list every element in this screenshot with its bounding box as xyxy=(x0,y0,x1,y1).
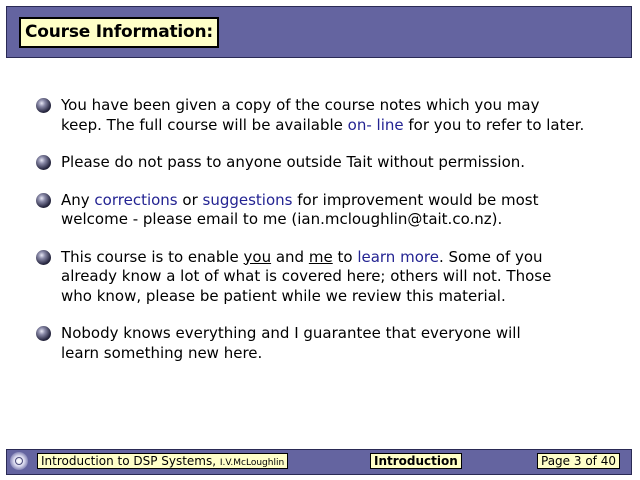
bullet-line xyxy=(61,324,621,344)
course-title-text: Introduction to DSP Systems, xyxy=(41,454,220,468)
bullet-sphere-icon xyxy=(36,155,51,170)
bullet-line xyxy=(61,210,621,230)
text-segment: learn something new here. xyxy=(61,343,263,362)
text-segment: and xyxy=(271,247,309,266)
underlined-text: you xyxy=(243,247,272,266)
bullet-line xyxy=(61,96,621,116)
text-segment: Any xyxy=(61,190,95,209)
bullet-sphere-icon xyxy=(36,326,51,341)
bullet-line xyxy=(61,344,621,364)
title-banner xyxy=(6,6,632,58)
bullet-line xyxy=(61,153,621,173)
hyperlink-text: learn more xyxy=(357,247,439,266)
footer-course-title xyxy=(37,453,288,469)
footer-section-label: Introduction xyxy=(370,453,462,469)
bullet-item xyxy=(36,96,621,135)
hyperlink-text: suggestions xyxy=(202,190,293,209)
bullet-list xyxy=(36,96,621,381)
bullet-sphere-icon xyxy=(36,250,51,265)
text-segment: This course is to enable xyxy=(61,247,244,266)
underlined-text: me xyxy=(308,247,333,266)
text-segment: Nobody knows everything and I guarantee that everyone will xyxy=(61,324,521,342)
text-segment: welcome - please email to me (ian.mcloughlin@tait.co.nz). xyxy=(61,210,503,228)
footer-page-number: Page 3 of 40 xyxy=(537,453,620,469)
text-segment: keep. The full course will be available xyxy=(61,115,348,134)
text-segment: . Some of you xyxy=(438,247,543,266)
bullet-line xyxy=(61,287,621,307)
bullet-line xyxy=(61,116,621,136)
text-segment: to xyxy=(332,247,358,266)
bullet-item xyxy=(36,324,621,363)
bullet-item xyxy=(36,191,621,230)
text-segment: who know, please be patient while we review this material. xyxy=(61,286,506,305)
tait-logo-icon xyxy=(10,452,28,470)
bullet-sphere-icon xyxy=(36,98,51,113)
text-segment: for you to refer to later. xyxy=(403,115,585,134)
page-title: Course Information: xyxy=(19,17,219,48)
text-segment: already know a lot of what is covered here; others will not. Those xyxy=(61,267,552,285)
bullet-sphere-icon xyxy=(36,193,51,208)
text-segment: for improvement would be most xyxy=(292,190,539,209)
footer-bar xyxy=(6,449,632,475)
text-segment: You have been given a copy of the course notes which you may xyxy=(61,96,540,114)
bullet-line xyxy=(61,267,621,287)
bullet-line xyxy=(61,191,621,211)
text-segment: Please do not pass to anyone outside Tait without permission. xyxy=(61,153,526,171)
hyperlink-text: on- line xyxy=(347,115,404,134)
bullet-item xyxy=(36,248,621,307)
hyperlink-text: corrections xyxy=(94,190,178,209)
author-text: I.V.McLoughlin xyxy=(219,458,285,468)
bullet-line xyxy=(61,248,621,268)
text-segment: or xyxy=(177,190,203,209)
bullet-item xyxy=(36,153,621,173)
